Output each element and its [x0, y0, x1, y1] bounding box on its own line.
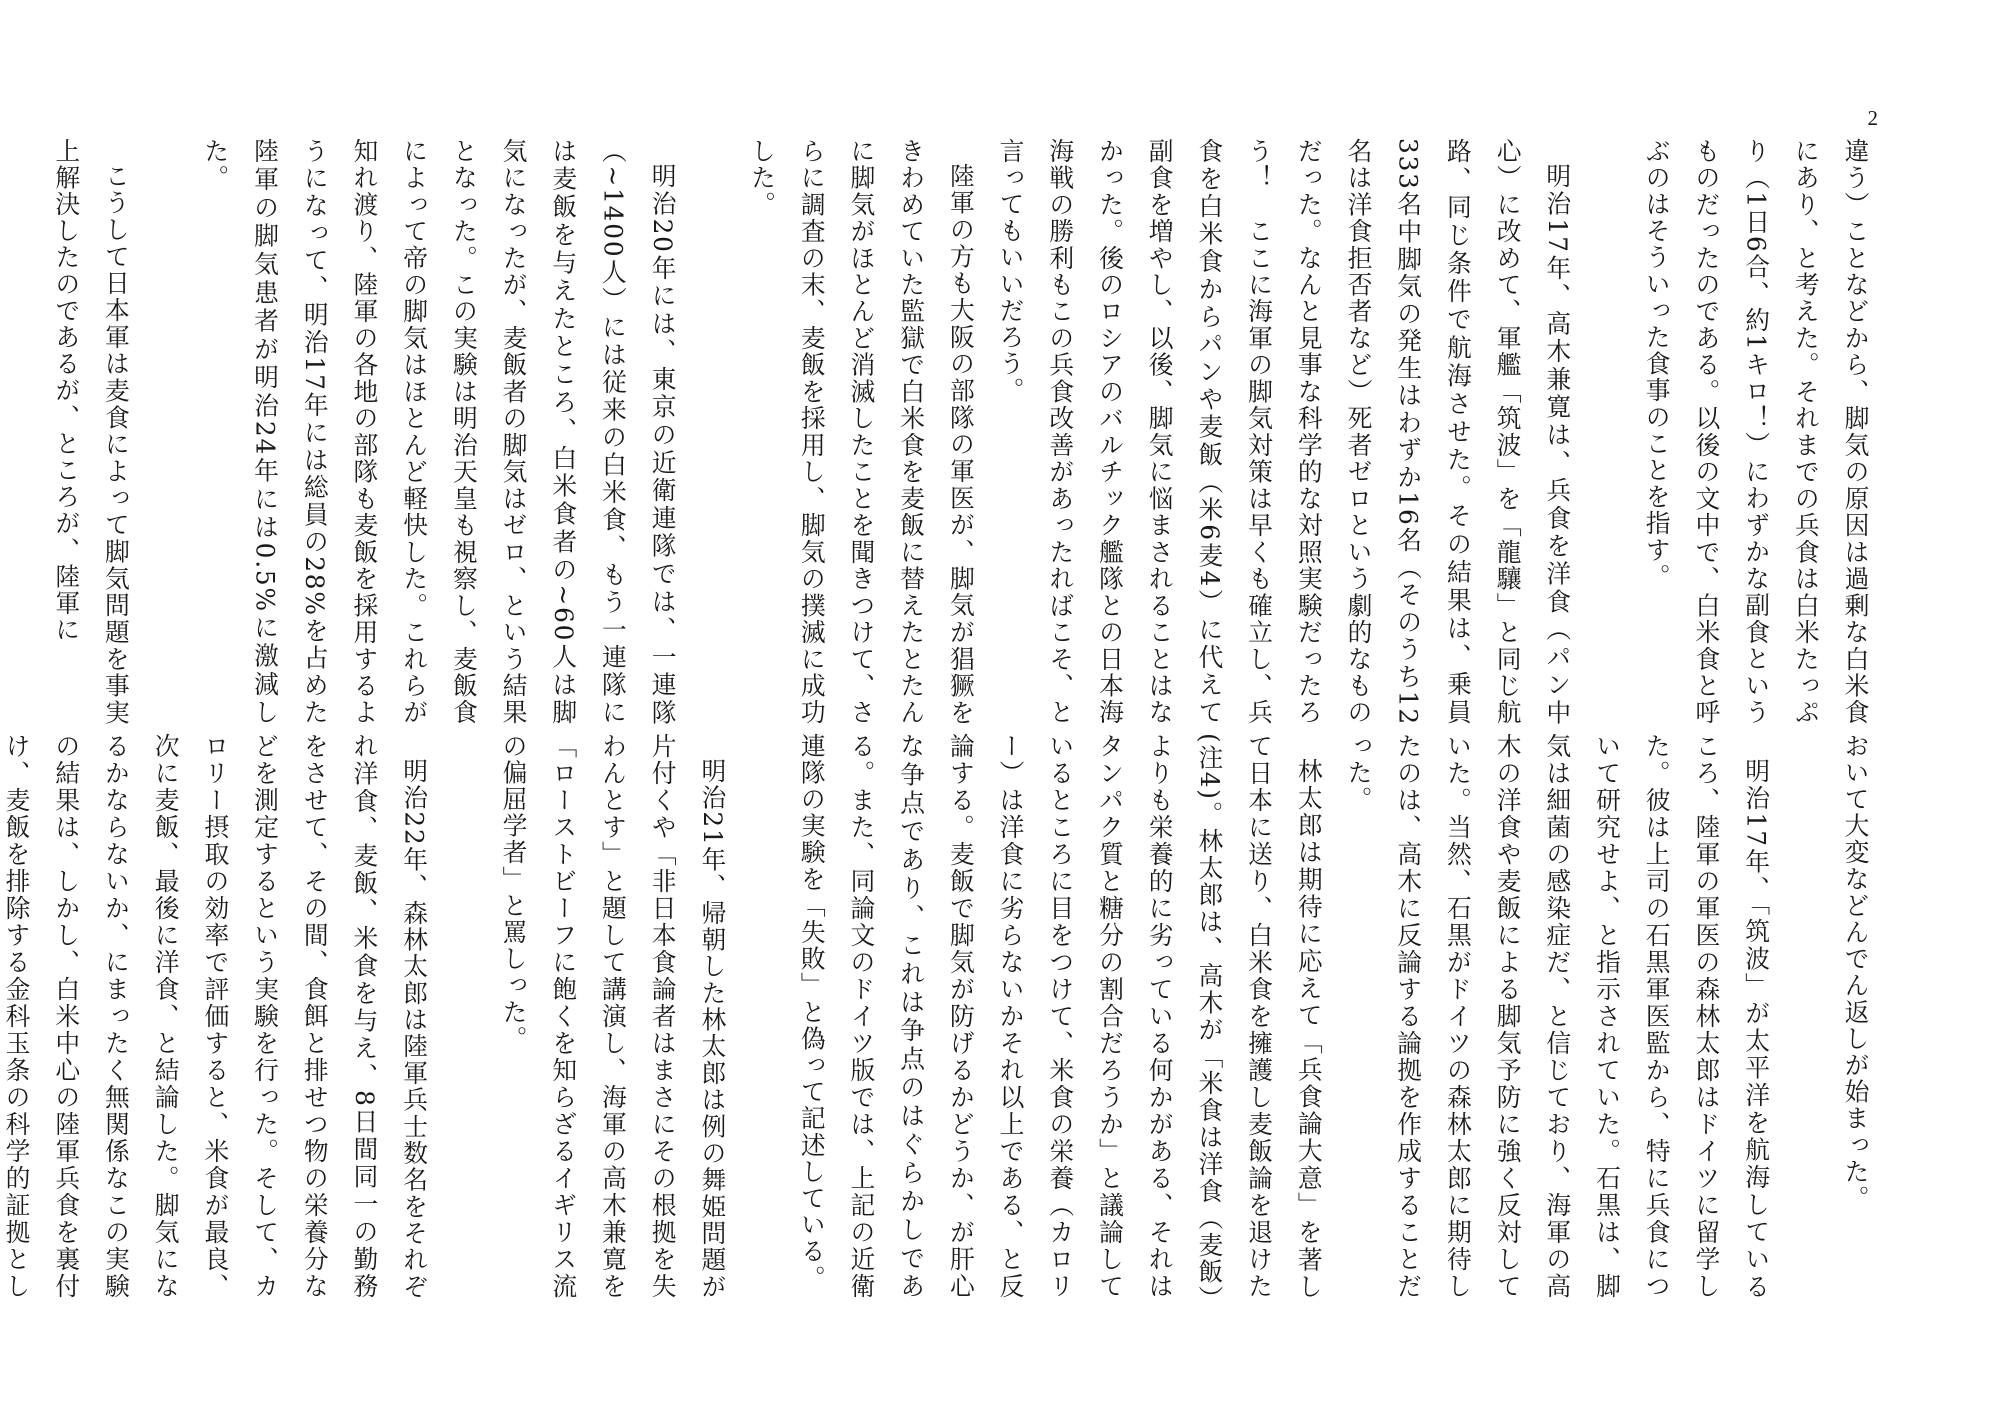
paragraph: 明治17年、高木兼寛は、兵食を洋食（パン中心）に改めて、軍艦「筑波」を「龍驤」と同じ航路、同じ条件で航海させた。その結果は、乗員333名中脚気の発生はわずか16名（そのうち12名は洋食拒否者など）死者ゼロという劇的なものだった。なんと見事な科学的な対照実験だったろう！ ここに海軍の脚気対策は早くも確立し、兵食を白米食からパンや麦飯（米6麦4）に代えて副食を増やし、以後、脚気に悩まされることはなかった。後のロシアのバルチック艦隊との日本海海戦の勝利もこの兵食改善があったればこそ、と言ってもいいだろう。: [996, 138, 1572, 726]
page-number: 2: [1867, 106, 1878, 130]
paragraph: 陸軍の方も大阪の部隊の軍医が、脚気が猖獗をきわめていた監獄で白米食を麦飯に替えたとたんに脚気がほとんど消滅したことを聞きつけて、さらに調査の末、麦飯を採用し、脚気の撲滅に成功した。: [747, 138, 976, 726]
paragraph: 違う）ことなどから、脚気の原因は過剰な白米食にあり、と考えた。それまでの兵食は白米たっぷり（1日6合、約1キロ！）にわずかな副食というものだったのである。以後の文中で、白米食と呼ぶのはそういった食事のことを指す。: [1642, 138, 1870, 726]
paragraph: 明治22年、森林太郎は陸軍兵士数名をそれぞれ洋食、麦飯、米食を与え、8日間同一の勤務をさせて、その間、食餌と排せつ物の栄養分などを測定するという実験を行った。そして、カロリー摂取の効率で評価すると、米食が最良、次に麦飯、最後に洋食、と結論した。脚気になるかならないか、にまったく無関係なこの実験の結果は、しかし、白米中心の陸軍兵食を裏付け、麦飯を排除する金科玉条の科学的証拠とし: [2, 733, 429, 1300]
paragraph: 明治21年、帰朝した林太郎は例の舞姫問題が片付くや「非日本食論者はまさにその根拠を失わんとす」と題して講演し、海軍の高木兼寛を「ローストビーフに飽くを知らざるイギリス流の偏屈学者」と罵しった。: [499, 733, 727, 1300]
paragraph: おいて大変などんでん返しが始まった。: [1841, 733, 1870, 1212]
paragraph: 明治20年には、東京の近衛連隊では、一連隊（~1400人）には従来の白米食、もう一連隊には麦飯を与えたところ、白米食者の~60人は脚気になったが、麦飯者の脚気はゼロ、という結果となった。この実験は明治天皇も視察し、麦飯食によって帝の脚気はほとんど軽快した。これらが知れ渡り、陸軍の各地の部隊も麦飯を採用するようになって、明治17年には総員の28%を占めた陸軍の脚気患者が明治24年には0.5%に激減した。: [200, 138, 678, 726]
paragraph: 明治17年、「筑波」が太平洋を航海しているころ、陸軍の軍医の森林太郎はドイツに留学した。彼は上司の石黒軍医監から、特に兵食について研究せよ、と指示されていた。石黒は、脚気は細菌の感染症だ、と信じており、海軍の高木の洋食や麦飯による脚気予防に強く反対していた。当然、石黒がドイツの森林太郎に期待したのは、高木に反論する論拠を作成することだった。: [1343, 733, 1771, 1300]
upper-text-block: [51, 138, 1880, 726]
lower-text-block: [2, 733, 1880, 1300]
paragraph: こうして日本軍は麦食によって脚気問題を事実上解決したのであるが、ところが、陸軍に: [51, 138, 131, 726]
paragraph: 林太郎は期待に応えて「兵食論大意」を著して日本に送り、白米食を擁護し麦飯論を退けた(注4)。林太郎は、高木が「米食は洋食（麦飯）よりも栄養的に劣っている何かがある、それはタンパク質と糖分の割合だろうか」と議論しているところに目をつけて、米食の栄養（カロリー）は洋食に劣らないかそれ以上である、と反論する。麦飯で脚気が防げるかどうか、が肝心な争点であり、これは争点のはぐらかしである。また、同論文のドイツ版では、上記の近衛連隊の実験を「失敗」と偽って記述している。: [797, 733, 1324, 1300]
